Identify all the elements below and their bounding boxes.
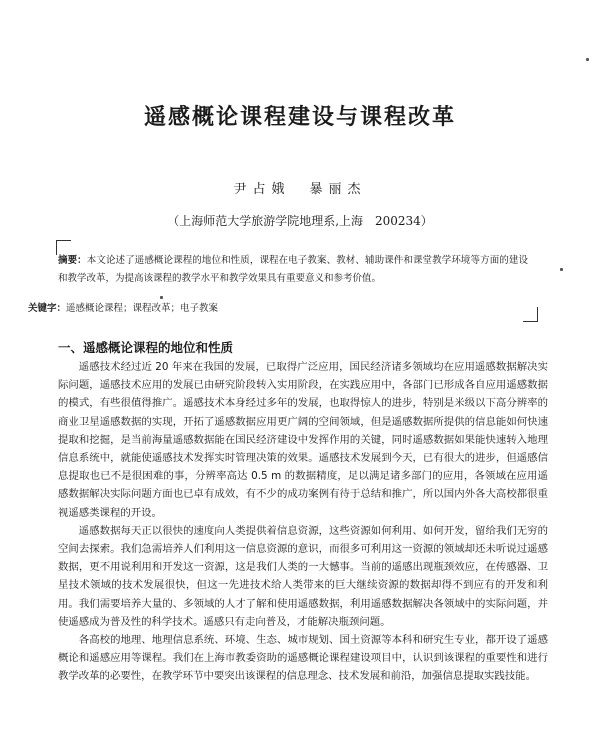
paper-title: 遥感概论课程建设与课程改革 xyxy=(143,105,456,130)
keywords xyxy=(28,300,508,314)
abstract xyxy=(58,252,528,288)
scan-speck xyxy=(160,296,163,299)
paper-authors: 尹占娥 暴丽杰 xyxy=(233,182,367,197)
corner-mark xyxy=(523,307,538,322)
abstract-label: 摘要： xyxy=(58,255,87,266)
author-affiliation: （上海师范大学旅游学院地理系,上海 200234） xyxy=(167,214,433,228)
section-heading: 一、遥感概论课程的地位和性质 xyxy=(58,340,234,355)
body-text xyxy=(58,358,548,686)
abstract-text: 本文论述了遥感概论课程的地位和性质，课程在电子教案、教材、辅助课件和课堂教学环境等方面的建设和教学改革，为提高该课程的教学水平和教学效果具有重要意义和参考价值。 xyxy=(58,255,528,284)
keywords-text: 遥感概论课程；课程改革；电子教案 xyxy=(66,303,219,314)
paragraph: 遥感数据每天正以很快的速度向人类提供着信息资源，这些资源如何利用、如何开发，留给我们无穷的空间去探索。我们急需培养人们利用这一信息资源的意识，而很多可利用这一资源的领域却还未听说过遥感数据，更不用说利用和开发这一资源，这是我们人类的一大憾事。当前的遥感出现瓶颈效应，在传感器、卫星技术领域的技术发展很快，但这一先进技术给人类带来的巨大继续资源的数据却得不到应有的开发和利用。我们需要培养大量的、多领域的人才了解和使用遥感数据，利用遥感数据解决各领域中的实际问题，并使遥感成为普及性的科学技术。遥感只有走向普及，才能解决瓶颈问题。 xyxy=(58,524,548,628)
scan-speck xyxy=(560,268,563,271)
scan-speck xyxy=(586,58,589,61)
paragraph: 遥感技术经过近 20 年来在我国的发展，已取得广泛应用，国民经济诸多领域均在应用遥感数据解决实际问题，遥感技术应用的发展已由研究阶段转入实用阶段，在实践应用中，各部门已形成各自应用遥感数据的模式，有些很值得推广。遥感技术本身经过多年的发展，也取得惊人的进步，特别是米级以下高分辨率的商业卫星遥感数据的实现，开拓了遥感数据应用更广阔的空间领域，但是遥感数据所提供的信息能如何快速提取和挖掘，是当前海量遥感数据能在国民经济建设中发挥作用的关键，同时遥感数据如果能快速转入地理信息系统中，就能使遥感技术发挥实时管理决策的效果。遥感技术发展到今天，已有很大的进步，但遥感信息提取也已不是很困难的事，分辨率高达 0.5 m 的数据精度，足以满足诸多部门的应用，各领域在应用遥感数据解决实际问题方面也已卓有成效，有不少的成功案例有待于总结和推广，所以国内外各大高校都很重视遥感类课程的开设。 xyxy=(58,361,548,519)
keywords-label: 关键字： xyxy=(28,303,67,314)
paragraph: 各高校的地理、地理信息系统、环境、生态、城市规划、国土资源等本科和研究生专业，都开设了遥感概论和遥感应用等课程。我们在上海市教委资助的遥感概论课程建设项目中，认识到该课程的重要性和进行教学改革的必要性，在教学环节中要突出该课程的信息理念、技术发展和前沿，加强信息提取实践技能。 xyxy=(58,634,548,683)
